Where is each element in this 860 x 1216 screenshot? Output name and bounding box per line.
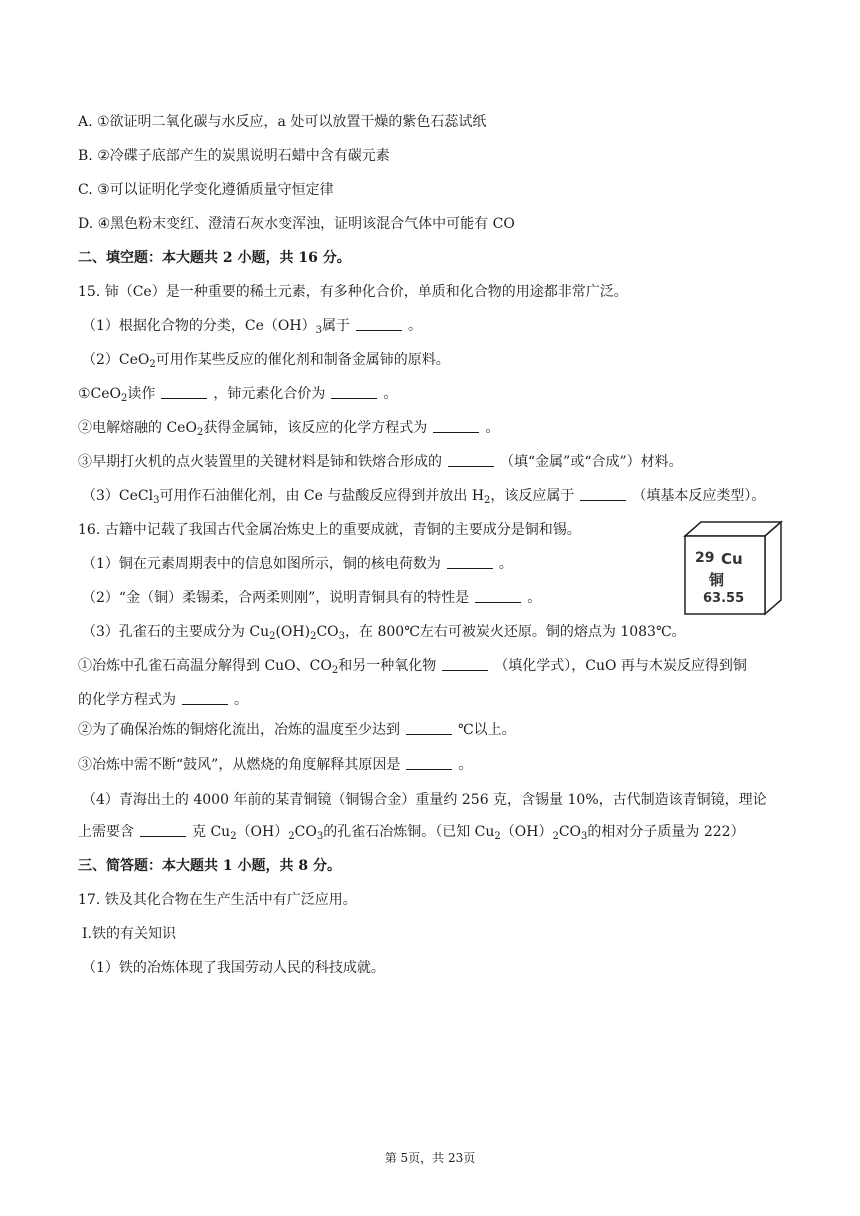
q15-part-3: （3）CeCl$_3$可用作石油催化剂，由 Ce 与盐酸反应得到并放出 $H_2$，该反应属于 （填基本反应类型）。 (82, 488, 766, 506)
answer-blank[interactable] (433, 420, 479, 433)
answer-blank[interactable] (182, 692, 228, 705)
q15-sub-2: ②电解熔融的 CeO$_2$获得金属铈，该反应的化学方程式为 。 (78, 420, 500, 438)
answer-blank[interactable] (580, 488, 626, 501)
q15-part-1: （1）根据化合物的分类，$Ce(OH)_3$属于 。 (82, 318, 422, 336)
section-heading-fill-in: 二、填空题：本大题共 2 小题，共 16 分。 (78, 250, 351, 266)
element-name: 铜 (709, 571, 725, 589)
element-symbol: Cu (721, 550, 743, 568)
answer-blank[interactable] (331, 386, 377, 399)
q16-part-1: （1）铜在元素周期表中的信息如图所示，铜的核电荷数为 。 (82, 556, 513, 572)
question-16-stem: 16. 古籍中记载了我国古代金属冶炼史上的重要成就，青铜的主要成分是铜和锡。 (78, 522, 581, 538)
q16-sub-1-line2: 的化学方程式为 。 (78, 692, 248, 708)
q16-part-3: （3）孔雀石的主要成分为 $Cu_2(OH)_2CO_3$，在 800℃左右可被炭火还原。铜的熔点为 1083℃。 (82, 624, 686, 642)
q16-sub-2: ②为了确保冶炼的铜熔化流出，冶炼的温度至少达到 ℃以上。 (78, 722, 516, 738)
answer-blank[interactable] (447, 556, 493, 569)
element-cube-figure (683, 520, 783, 616)
q17-part-1: （1）铁的冶炼体现了我国劳动人民的科技成就。 (82, 960, 385, 976)
page-footer: 第 5页，共 23页 (384, 1151, 476, 1165)
answer-blank[interactable] (475, 590, 521, 603)
answer-blank[interactable] (442, 658, 488, 671)
answer-blank[interactable] (406, 722, 452, 735)
answer-blank[interactable] (448, 454, 494, 467)
q16-sub-1-line1: ①冶炼中孔雀石高温分解得到 CuO、$CO_2$和另一种氧化物 （填化学式），CuO 再与木炭反应得到铜 (78, 658, 747, 676)
q16-part-4-line1: （4）青海出土的 4000 年前的某青铜镜（铜锡合金）重量约 256 克，含锡量 10%，古代制造该青铜镜，理论 (82, 792, 767, 808)
question-15-stem: 15. 铈（Ce）是一种重要的稀土元素，有多种化合价，单质和化合物的用途都非常广泛。 (78, 284, 628, 300)
answer-blank[interactable] (406, 757, 452, 770)
element-mass: 63.55 (703, 591, 745, 606)
q15-sub-3: ③早期打火机的点火装置里的关键材料是铈和铁熔合形成的 （填“金属”或“合成”）材料。 (78, 454, 683, 470)
element-atomic-number: 29 (695, 550, 715, 566)
q16-part-4-line2: 上需要含 克 $Cu_2(OH)_2CO_3$的孔雀石冶炼铜。（已知 $Cu_2(OH)_2CO_3$的相对分子质量为 222） (78, 824, 745, 842)
option-c: C. ③可以证明化学变化遵循质量守恒定律 (78, 182, 334, 198)
option-b: B. ②冷碟子底部产生的炭黑说明石蜡中含有碳元素 (78, 148, 390, 164)
option-d: D. ④黑色粉末变红、澄清石灰水变浑浊，证明该混合气体中可能有 CO (78, 216, 515, 232)
q17-part-heading: Ⅰ.铁的有关知识 (82, 926, 176, 942)
option-a: A. ①欲证明二氧化碳与水反应，a 处可以放置干燥的紫色石蕊试纸 (78, 114, 487, 130)
q15-sub-1: ①CeO$_2$读作 ，铈元素化合价为 。 (78, 386, 398, 404)
answer-blank[interactable] (161, 386, 207, 399)
section-heading-short-answer: 三、简答题：本大题共 1 小题，共 8 分。 (78, 858, 341, 874)
question-17-stem: 17. 铁及其化合物在生产生活中有广泛应用。 (78, 892, 357, 908)
answer-blank[interactable] (356, 318, 402, 331)
q15-part-2: （2）CeO$_2$可用作某些反应的催化剂和制备金属铈的原料。 (82, 352, 450, 370)
q16-part-2: （2）“金（铜）柔锡柔，合两柔则刚”，说明青铜具有的特性是 。 (82, 590, 542, 606)
q16-sub-3: ③冶炼中需不断“鼓风”，从燃烧的角度解释其原因是 。 (78, 757, 473, 773)
answer-blank[interactable] (140, 824, 186, 837)
